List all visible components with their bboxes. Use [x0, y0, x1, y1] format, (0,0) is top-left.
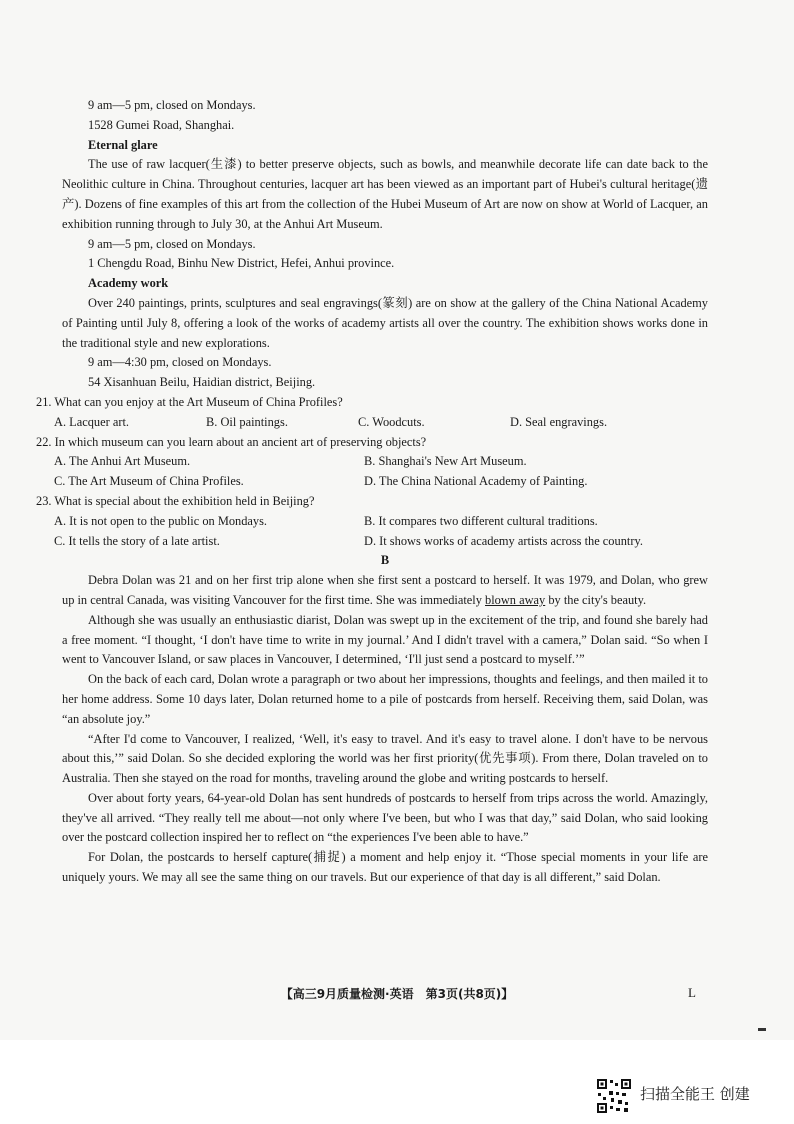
section-heading-academy-work: Academy work: [88, 276, 169, 291]
museum-address: 54 Xisanhuan Beilu, Haidian district, Beijing.: [88, 375, 316, 390]
option-b: B. Shanghai's New Art Museum.: [364, 454, 527, 469]
paragraph-text: Over 240 paintings, prints, sculptures and seal engravings(篆刻) are on show at the gallery of the China National Academy of Painting until July 8, offering a look of the works of academy artists all over the country. The exhibition shows works done in the traditional style and new explorations.: [62, 295, 708, 350]
options-row: [36, 472, 708, 492]
paragraph-eternal-glare: [62, 155, 708, 234]
paragraph-text: The use of raw lacquer(生漆) to better preserve objects, such as bowls, and meanwhile decorate life can date back to the Neolithic culture in China. Throughout centuries, lacquer art has been viewed as an important part of Hubei's cultural heritage(遗产). Dozens of fine examples of this art from the collection of the Hubei Museum of Art are now on show at World of Lacquer, an exhibition running through to July 30, at the Anhui Art Museum.: [62, 157, 708, 231]
qr-code-icon: [596, 1078, 632, 1114]
museum-hours: 9 am—5 pm, closed on Mondays.: [88, 98, 256, 112]
paragraph-text: On the back of each card, Dolan wrote a paragraph or two about her impressions, thoughts and feelings, and then mailed it to her home address. Some 10 days later, Dolan returned home to a pile of postcards from herself. Receiving them, said Dolan, was “an absolute joy.”: [62, 672, 708, 726]
question-stem: 21. What can you enjoy at the Art Museum of China Profiles?: [36, 394, 343, 409]
options-row: [36, 532, 708, 552]
scanner-watermark: 扫描全能王 创建: [640, 1085, 750, 1103]
paragraph-b4: [62, 730, 708, 789]
paragraph-b3: [62, 670, 708, 729]
paragraph-b2: [62, 611, 708, 670]
paragraph-text: Over about forty years, 64-year-old Dolan has sent hundreds of postcards to herself from trips across the world. Amazingly, they've all arrived. “They really tell me about—not only where I've been, but who I was that day,” said Dolan, who said looking over the postcard collection inspired her to reflect on “the experiences I've been able to have.”: [62, 790, 708, 845]
paragraph-text: Debra Dolan was 21 and on her first trip alone when she first sent a postcard to herself. It was 1979, and Dolan, who grew up in central Canada, was visiting Vancouver for the first time. She was immediately: [62, 573, 708, 607]
question-stem: 22. In which museum can you learn about an ancient art of preserving objects?: [36, 434, 427, 449]
paper-version-code: L: [688, 985, 696, 1000]
page-footer: 【高三9月质量检测·英语 第3页(共8页)】: [280, 987, 514, 1001]
paragraph-text: “After I'd come to Vancouver, I realized, ‘Well, it's easy to travel. And it's easy to travel alone. I don't have to be nervous about this,’” said Dolan. So she decided exploring the world was her first priority(优先事项). From there, Dolan traveled on to Australia. Then she stayed on the road for months, traveling around the globe and writing postcards to herself.: [62, 731, 708, 786]
paragraph-academy-work: [62, 294, 708, 353]
options-row: [36, 512, 708, 532]
option-a: A. Lacquer art.: [54, 414, 129, 429]
paragraph-b6: [62, 848, 708, 888]
option-a: A. It is not open to the public on Mondays.: [54, 513, 268, 528]
museum-hours: 9 am—5 pm, closed on Mondays.: [88, 236, 256, 251]
paragraph-b1: [62, 571, 708, 611]
museum-hours: 9 am—4:30 pm, closed on Mondays.: [88, 355, 272, 370]
option-c: C. Woodcuts.: [358, 414, 425, 429]
museum-address: 1 Chengdu Road, Binhu New District, Hefei, Anhui province.: [88, 256, 395, 271]
section-label-b: B: [380, 553, 390, 568]
option-b: B. It compares two different cultural traditions.: [364, 513, 598, 528]
option-c: C. It tells the story of a late artist.: [54, 533, 220, 548]
options-row: [36, 413, 708, 433]
underlined-phrase: blown away: [485, 592, 546, 607]
option-d: D. Seal engravings.: [510, 414, 608, 429]
page-content: [36, 96, 708, 888]
question-stem: 23. What is special about the exhibition held in Beijing?: [36, 493, 315, 508]
option-a: A. The Anhui Art Museum.: [54, 454, 191, 469]
section-heading-eternal-glare: Eternal glare: [88, 137, 158, 152]
paragraph-text: For Dolan, the postcards to herself capture(捕捉) a moment and help enjoy it. “Those special moments in your life are uniquely yours. We may all see the same thing on our travels. But our experience of that day is all different,” said Dolan.: [62, 850, 708, 885]
options-row: [36, 452, 708, 472]
option-d: D. It shows works of academy artists across the country.: [364, 533, 643, 548]
paragraph-text: by the city's beauty.: [545, 592, 647, 607]
museum-address: 1528 Gumei Road, Shanghai.: [88, 117, 235, 132]
paragraph-b5: [62, 789, 708, 848]
questions-block: [36, 393, 708, 551]
paragraph-text: Although she was usually an enthusiastic diarist, Dolan was swept up in the excitement of the trip, and found she barely had a free moment. “I thought, ‘I don't have time to write in my journal.’ And I didn't travel with a camera,” Dolan said. “So when I went to Vancouver Island, or saw places in Vancouver, I determined, ‘I'll just send a postcard to myself.’”: [62, 612, 708, 667]
option-b: B. Oil paintings.: [206, 414, 288, 429]
option-d: D. The China National Academy of Painting.: [364, 474, 588, 489]
option-c: C. The Art Museum of China Profiles.: [54, 474, 244, 489]
scan-mark: [758, 1028, 766, 1031]
